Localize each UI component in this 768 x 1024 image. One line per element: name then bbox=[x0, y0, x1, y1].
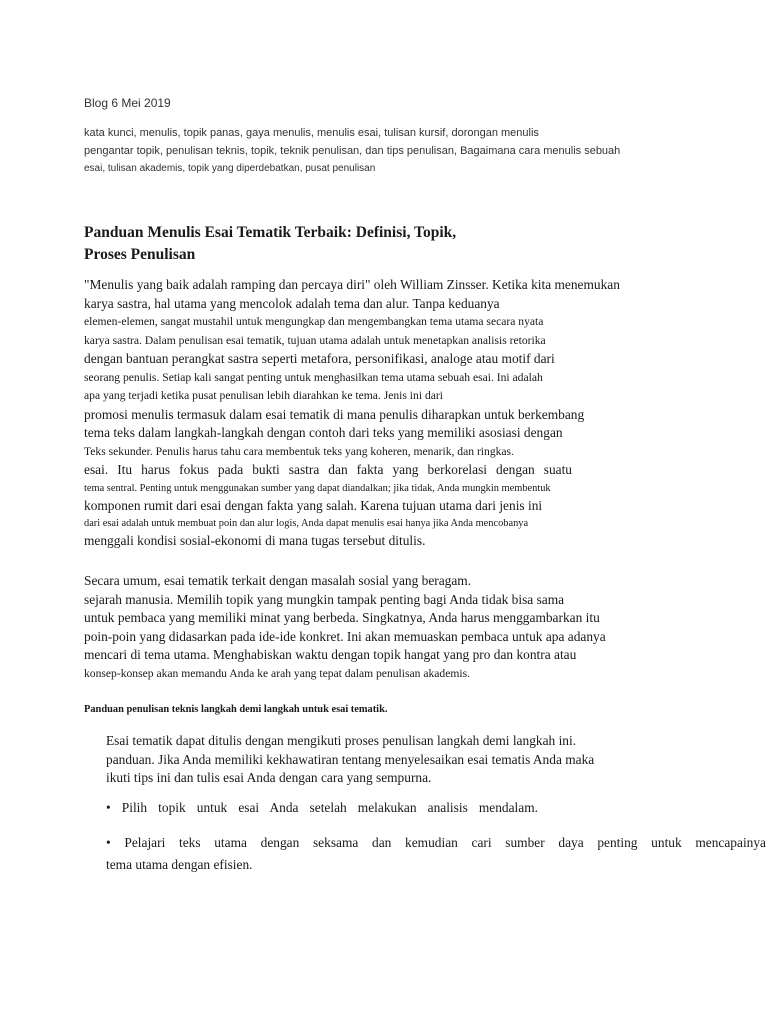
text-line: komponen rumit dari esai dengan fakta yang salah. Karena tujuan utama dari jenis ini bbox=[84, 497, 543, 513]
text-line: karya sastra. Dalam penulisan esai tematik, tujuan utama adalah untuk menetapkan analisis retorika bbox=[84, 333, 546, 347]
text-line: seorang penulis. Setiap kali sangat penting untuk menghasilkan tema utama sebuah esai. Ini adalah bbox=[84, 370, 543, 384]
keyword-line: kata kunci, menulis, topik panas, gaya menulis, menulis esai, tulisan kursif, dorongan menulis bbox=[84, 127, 539, 139]
bullet-item bbox=[106, 800, 538, 816]
text-line: mencari di tema utama. Menghabiskan waktu dengan topik hangat yang pro dan kontra atau bbox=[84, 647, 577, 662]
text-line: ikuti tips ini dan tulis esai Anda dengan cara yang sempurna. bbox=[106, 770, 432, 785]
text-line: Teks sekunder. Penulis harus tahu cara membentuk teks yang koheren, menarik, dan ringkas. bbox=[84, 444, 514, 458]
text-line: untuk pembaca yang memiliki minat yang berbeda. Singkatnya, Anda harus menggambarkan itu bbox=[84, 610, 600, 625]
text-line: panduan. Jika Anda memiliki kekhawatiran tentang menyelesaikan esai tematis Anda maka bbox=[106, 751, 595, 767]
section-subheading: Panduan penulisan teknis langkah demi langkah untuk esai tematik. bbox=[84, 704, 388, 715]
text-line: apa yang terjadi ketika pusat penulisan lebih diarahkan ke tema. Jenis ini dari bbox=[84, 389, 443, 402]
text-line: menggali kondisi sosial-ekonomi di mana tugas tersebut ditulis. bbox=[84, 533, 426, 548]
text-line: dengan bantuan perangkat sastra seperti metafora, personifikasi, analoge atau motif dari bbox=[84, 351, 555, 366]
guide-intro bbox=[106, 732, 594, 788]
text-line: konsep-konsep akan memandu Anda ke arah yang tepat dalam penulisan akademis. bbox=[84, 666, 471, 680]
text-line: esai. Itu harus fokus pada bukti sastra dan fakta yang berkorelasi dengan suatu bbox=[84, 462, 572, 477]
keyword-line: pengantar topik, penulisan teknis, topik, teknik penulisan, dan tips penulisan, Bagaimana cara menulis sebuah bbox=[84, 145, 621, 157]
text-line: dari esai adalah untuk membuat poin dan alur logis, Anda dapat menulis esai hanya jika Anda mencobanya bbox=[84, 518, 529, 529]
text-line: "Menulis yang baik adalah ramping dan percaya diri" oleh William Zinsser. Ketika kita menemukan bbox=[84, 277, 620, 292]
bullet-text: Pilih topik untuk esai Anda setelah melakukan analisis mendalam. bbox=[121, 800, 538, 815]
paragraph-social bbox=[84, 572, 684, 683]
keyword-list bbox=[84, 124, 704, 178]
text-line: tema sentral. Penting untuk menggunakan sumber yang dapat diandalkan; jika tidak, Anda mungkin membentuk bbox=[84, 482, 551, 494]
bullet-text: tema utama dengan efisien. bbox=[106, 857, 253, 872]
bullet-marker: • bbox=[106, 800, 111, 815]
post-date: Blog 6 Mei 2019 bbox=[84, 96, 171, 110]
bullet-text: Pelajari teks utama dengan seksama dan kemudian cari sumber daya penting untuk mencapainya bbox=[124, 835, 766, 850]
text-line: tema teks dalam langkah-langkah dengan contoh dari teks yang memiliki asosiasi dengan bbox=[84, 425, 563, 440]
text-line: elemen-elemen, sangat mustahil untuk mengungkap dan mengembangkan tema utama secara nyata bbox=[84, 315, 544, 328]
text-line: Secara umum, esai tematik terkait dengan masalah sosial yang beragam. bbox=[84, 573, 472, 588]
keyword-line: esai, tulisan akademis, topik yang diperdebatkan, pusat penulisan bbox=[84, 163, 376, 174]
text-line: Esai tematik dapat ditulis dengan mengikuti proses penulisan langkah demi langkah ini. bbox=[106, 733, 577, 748]
bullet-marker: • bbox=[106, 835, 111, 850]
title-line: Proses Penulisan bbox=[84, 246, 196, 263]
paragraph-intro bbox=[84, 276, 684, 551]
text-line: sejarah manusia. Memilih topik yang mungkin tampak penting bagi Anda tidak bisa sama bbox=[84, 591, 565, 607]
text-line: karya sastra, hal utama yang mencolok adalah tema dan alur. Tanpa keduanya bbox=[84, 295, 500, 311]
text-line: promosi menulis termasuk dalam esai tematik di mana penulis diharapkan untuk berkembang bbox=[84, 406, 585, 422]
bullet-item bbox=[106, 832, 766, 876]
bullet-line bbox=[106, 832, 766, 854]
article-title bbox=[84, 222, 456, 266]
title-line: Panduan Menulis Esai Tematik Terbaik: Definisi, Topik, bbox=[84, 224, 457, 241]
text-line: poin-poin yang didasarkan pada ide-ide konkret. Ini akan memuaskan pembaca untuk apa adanya bbox=[84, 628, 606, 644]
